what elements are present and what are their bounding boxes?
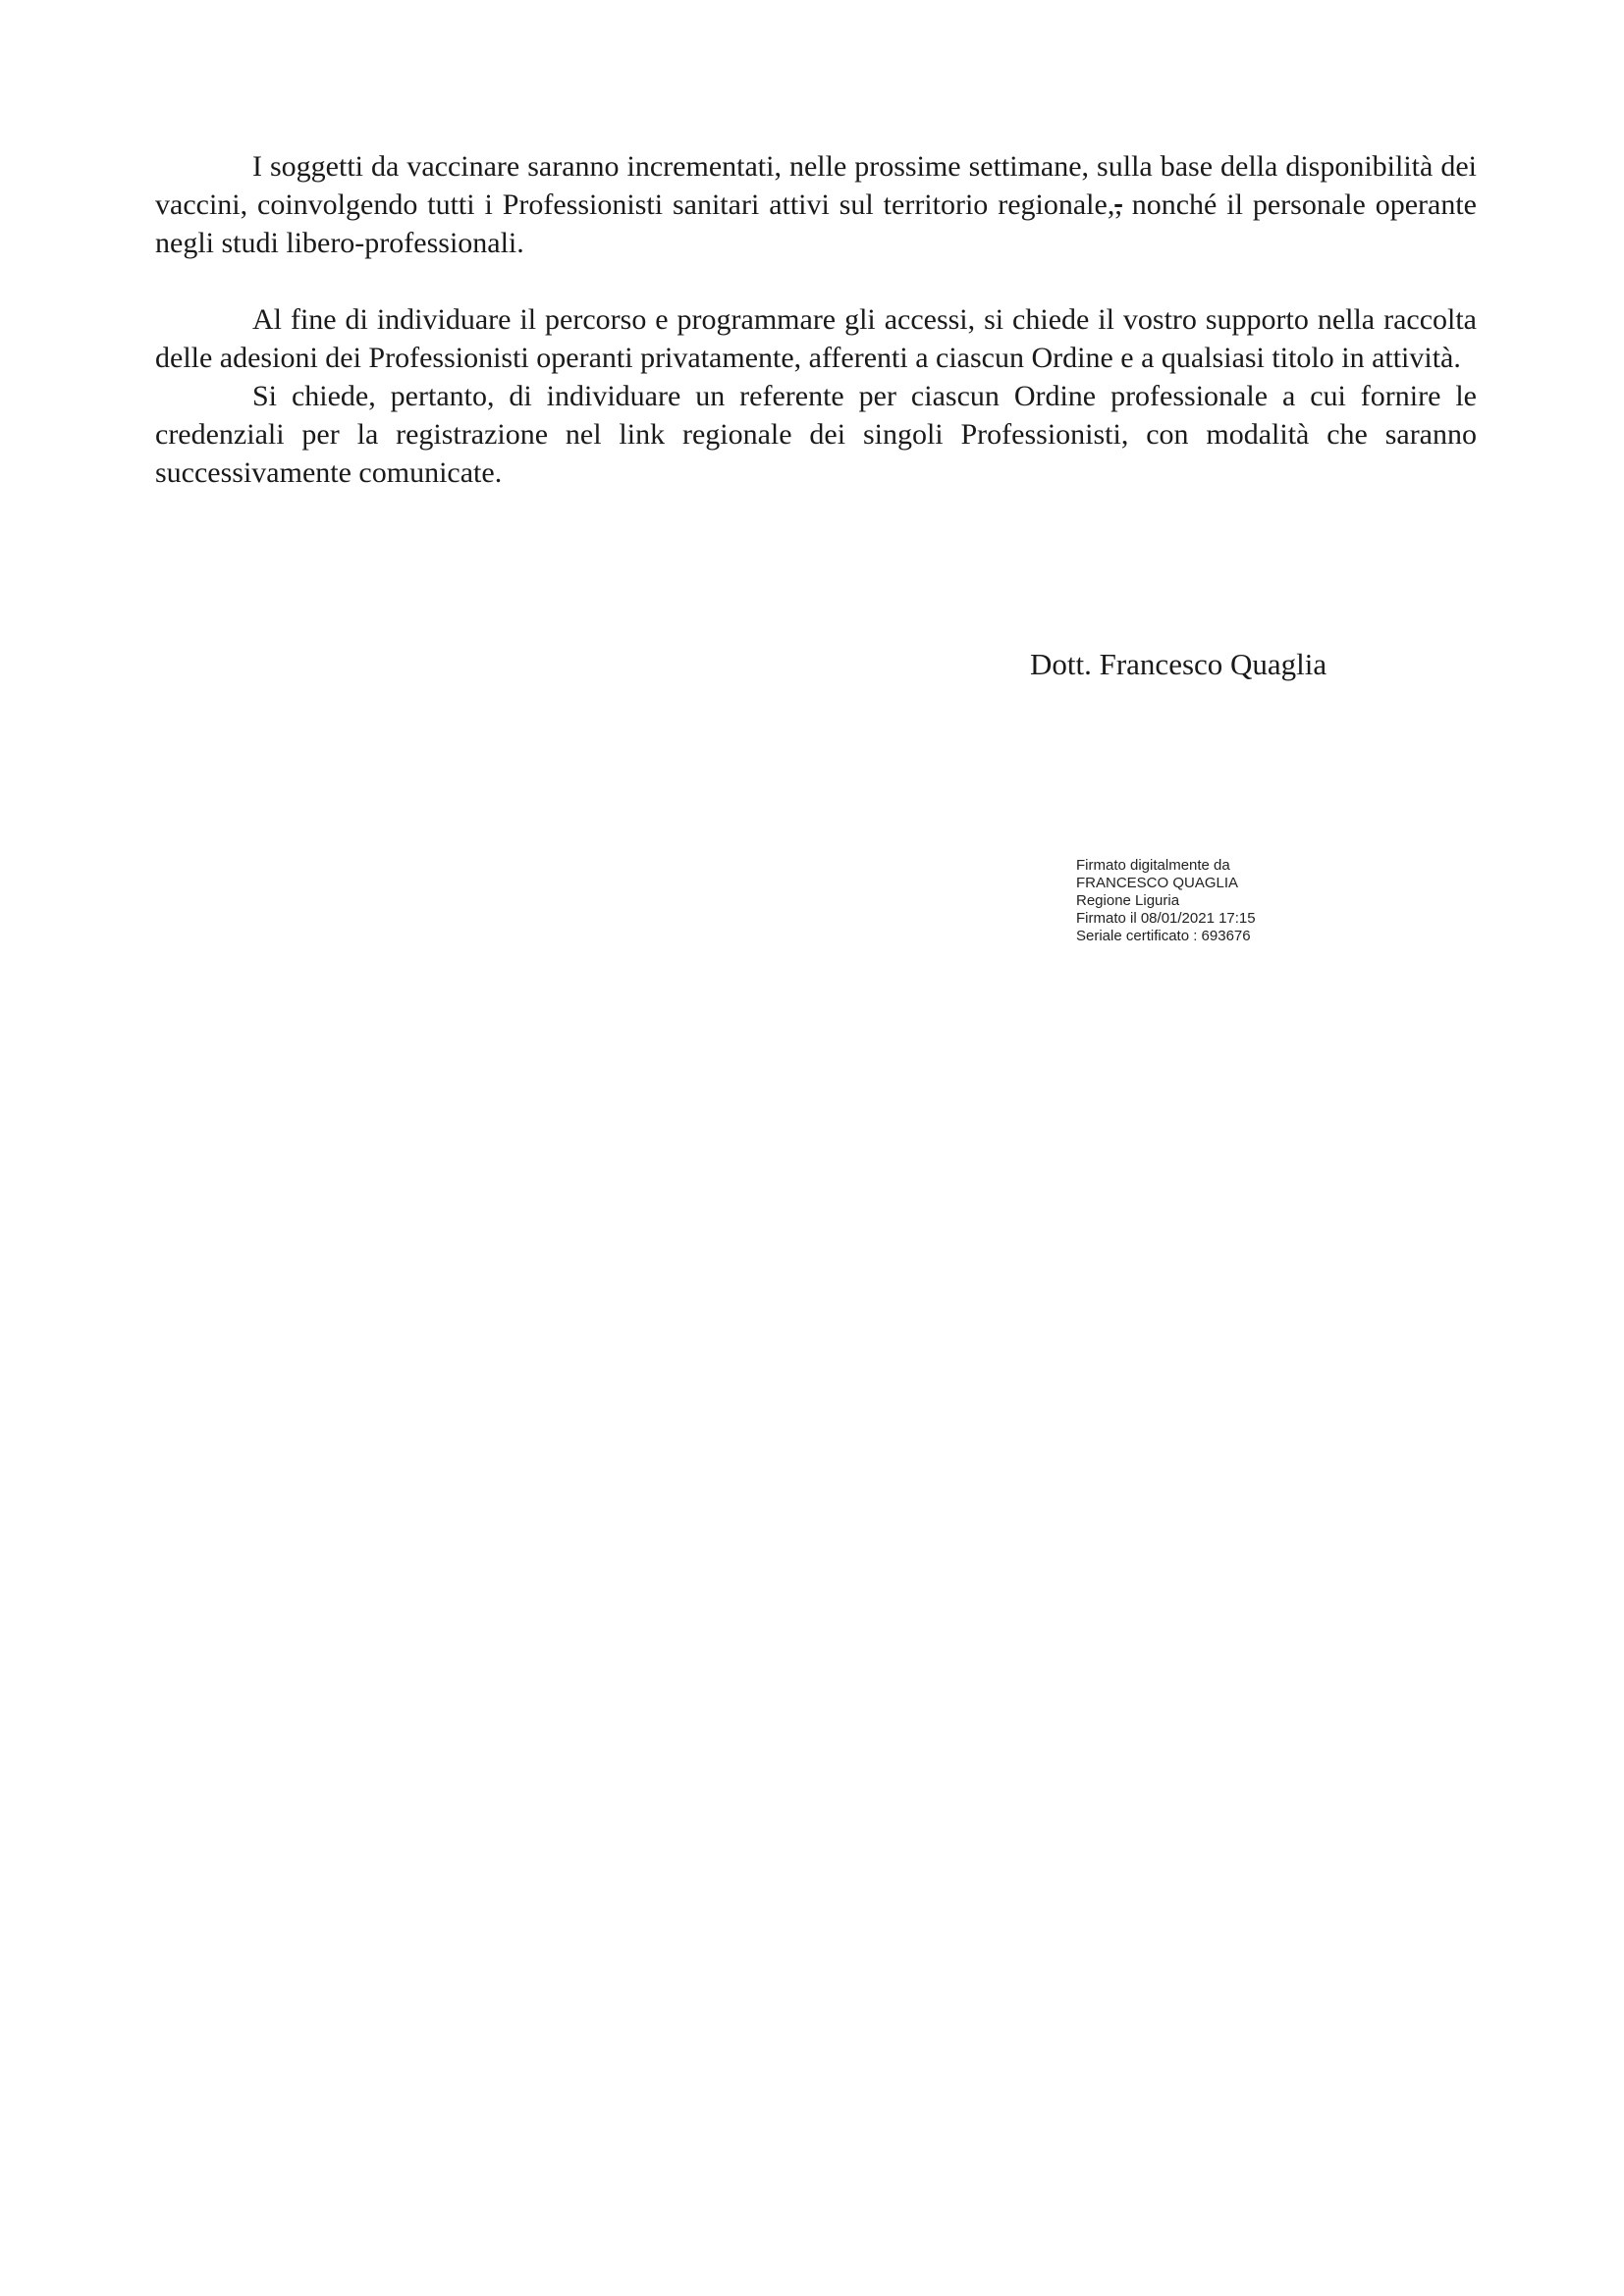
paragraph-referent-request: Si chiede, pertanto, di individuare un referente per ciascun Ordine professionale a cui fornire le credenziali per la registrazione nel link regionale dei singoli Professionisti, con modalità che saranno successivamente comunicate. [155,380,1477,489]
paragraph-support-request: Al fine di individuare il percorso e programmare gli accessi, si chiede il vostro supporto nella raccolta delle adesioni dei Professionisti operanti privatamente, afferenti a ciascun Ordine e a qualsiasi titolo in attività. [155,303,1477,374]
digital-signature-stamp [1076,857,1256,945]
paragraph-text: I soggetti da vaccinare saranno incrementati, nelle prossime settimane, sulla base della disponibilità dei vaccini, coinvolgendo tutti i Professionisti sanitari attivi sul territorio regionale, [155,150,1477,221]
digital-signature-organization: Regione Liguria [1076,892,1180,909]
letter-body [155,147,1477,492]
digital-signature-date: Firmato il 08/01/2021 17:15 [1076,910,1256,927]
paragraph-text-continued: nonché il personale operante negli studi libero-professionali. [155,188,1477,259]
struck-punctuation: , [1114,188,1122,221]
digital-signature-line: Firmato digitalmente da [1076,857,1230,874]
digital-signature-serial: Seriale certificato : 693676 [1076,928,1251,944]
paragraph-vaccination-subjects [155,147,1477,262]
digital-signature-signer: FRANCESCO QUAGLIA [1076,875,1239,891]
signatory-name: Dott. Francesco Quaglia [1030,647,1327,681]
